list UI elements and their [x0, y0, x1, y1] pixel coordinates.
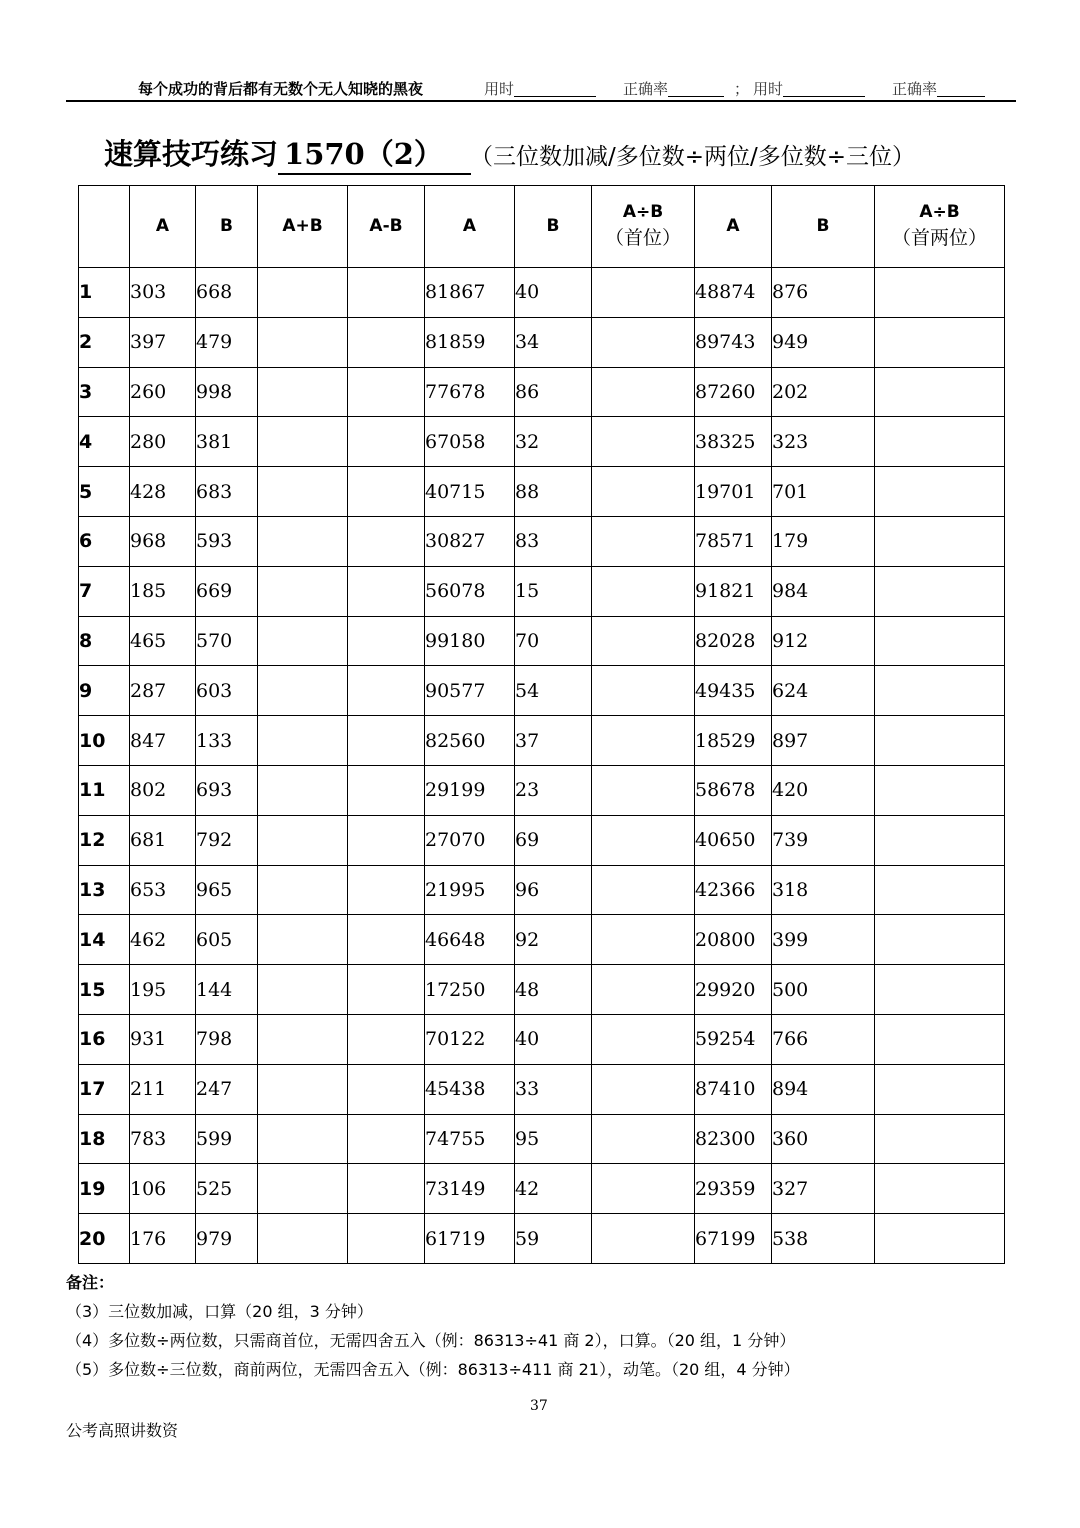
cell-a3: 38325 — [695, 417, 772, 467]
row-index: 18 — [79, 1114, 130, 1164]
cell-a3: 29920 — [695, 965, 772, 1015]
cell-a1: 303 — [130, 268, 196, 318]
cell-b2: 69 — [515, 815, 592, 865]
cell-a3: 91821 — [695, 566, 772, 616]
cell-b2: 40 — [515, 268, 592, 318]
cell-b1: 593 — [196, 516, 258, 566]
answer-diff-cell[interactable] — [348, 516, 425, 566]
answer-sum-cell[interactable] — [258, 1214, 348, 1264]
row-index: 7 — [79, 566, 130, 616]
cell-b1: 998 — [196, 367, 258, 417]
answer-quotient-first-cell[interactable] — [592, 1164, 695, 1214]
cell-a3: 82300 — [695, 1114, 772, 1164]
cell-a1: 465 — [130, 616, 196, 666]
cell-a2: 81859 — [425, 317, 515, 367]
cell-a3: 40650 — [695, 815, 772, 865]
cell-b1: 133 — [196, 716, 258, 766]
answer-quotient-two-cell[interactable] — [875, 1164, 1005, 1214]
answer-quotient-first-cell[interactable] — [592, 815, 695, 865]
row-index: 13 — [79, 865, 130, 915]
cell-b3: 500 — [772, 965, 875, 1015]
answer-diff-cell[interactable] — [348, 566, 425, 616]
cell-a3: 18529 — [695, 716, 772, 766]
title-main: 速算技巧练习 — [104, 137, 279, 171]
cell-b3: 912 — [772, 616, 875, 666]
answer-quotient-two-cell[interactable] — [875, 1114, 1005, 1164]
table-row — [79, 417, 1005, 467]
cell-a3: 82028 — [695, 616, 772, 666]
cell-a1: 106 — [130, 1164, 196, 1214]
answer-sum-cell[interactable] — [258, 1114, 348, 1164]
cell-a3: 58678 — [695, 765, 772, 815]
accuracy-label-2 — [892, 78, 937, 99]
answer-sum-cell[interactable] — [258, 1164, 348, 1214]
page-subtitle: （三位数加减/多位数÷两位/多位数÷三位） — [470, 144, 916, 170]
answer-quotient-first-cell[interactable] — [592, 716, 695, 766]
cell-a3: 42366 — [695, 865, 772, 915]
cell-a1: 211 — [130, 1064, 196, 1114]
cell-b2: 34 — [515, 317, 592, 367]
answer-diff-cell[interactable] — [348, 1114, 425, 1164]
cell-b3: 202 — [772, 367, 875, 417]
answer-quotient-two-cell[interactable] — [875, 666, 1005, 716]
cell-b1: 669 — [196, 566, 258, 616]
answer-sum-cell[interactable] — [258, 666, 348, 716]
notes-label: 备注： — [66, 1273, 115, 1292]
cell-a1: 681 — [130, 815, 196, 865]
cell-b1: 798 — [196, 1014, 258, 1064]
row-index: 14 — [79, 915, 130, 965]
cell-b3: 179 — [772, 516, 875, 566]
cell-b3: 399 — [772, 915, 875, 965]
cell-a2: 45438 — [425, 1064, 515, 1114]
cell-b2: 48 — [515, 965, 592, 1015]
time-blank-2[interactable] — [783, 82, 865, 97]
cell-b3: 420 — [772, 765, 875, 815]
answer-quotient-two-cell[interactable] — [875, 616, 1005, 666]
cell-b3: 984 — [772, 566, 875, 616]
row-index: 2 — [79, 317, 130, 367]
cell-a2: 17250 — [425, 965, 515, 1015]
answer-diff-cell[interactable] — [348, 467, 425, 517]
table-row — [79, 616, 1005, 666]
cell-a3: 59254 — [695, 1014, 772, 1064]
answer-quotient-first-cell[interactable] — [592, 865, 695, 915]
page-number: 37 — [530, 1398, 548, 1414]
answer-diff-cell[interactable] — [348, 1214, 425, 1264]
table-row — [79, 666, 1005, 716]
cell-a2: 67058 — [425, 417, 515, 467]
answer-sum-cell[interactable] — [258, 865, 348, 915]
cell-a3: 29359 — [695, 1164, 772, 1214]
header-quotient-two — [875, 186, 1005, 268]
answer-quotient-first-cell[interactable] — [592, 1114, 695, 1164]
accuracy-label-1-text: 正确率 — [623, 80, 669, 98]
note-line: （5）多位数÷三位数，商前两位，无需四舍五入（例：86313÷411 商 21），动笔。（20 组，4 分钟） — [66, 1360, 800, 1379]
time-label-2 — [753, 78, 783, 99]
cell-a3: 20800 — [695, 915, 772, 965]
answer-diff-cell[interactable] — [348, 417, 425, 467]
header-b1: B — [196, 186, 258, 268]
table-row — [79, 1114, 1005, 1164]
cell-a1: 783 — [130, 1114, 196, 1164]
answer-quotient-first-cell[interactable] — [592, 915, 695, 965]
page-header — [66, 74, 1016, 102]
row-index: 9 — [79, 666, 130, 716]
answer-diff-cell[interactable] — [348, 268, 425, 318]
row-index: 8 — [79, 616, 130, 666]
answer-quotient-first-cell[interactable] — [592, 1014, 695, 1064]
cell-b1: 603 — [196, 666, 258, 716]
answer-quotient-two-cell[interactable] — [875, 915, 1005, 965]
time-blank-1[interactable] — [514, 82, 596, 97]
cell-b1: 247 — [196, 1064, 258, 1114]
answer-diff-cell[interactable] — [348, 915, 425, 965]
cell-b3: 323 — [772, 417, 875, 467]
cell-b3: 318 — [772, 865, 875, 915]
answer-diff-cell[interactable] — [348, 965, 425, 1015]
cell-b1: 599 — [196, 1114, 258, 1164]
cell-b2: 70 — [515, 616, 592, 666]
answer-sum-cell[interactable] — [258, 268, 348, 318]
cell-a1: 176 — [130, 1214, 196, 1264]
cell-b1: 683 — [196, 467, 258, 517]
cell-a3: 49435 — [695, 666, 772, 716]
cell-a2: 82560 — [425, 716, 515, 766]
header-motto: 每个成功的背后都有无数个无人知晓的黑夜 — [138, 80, 424, 98]
note-line: （4）多位数÷两位数，只需商首位，无需四舍五入（例：86313÷41 商 2），口算。（20 组，1 分钟） — [66, 1331, 796, 1350]
cell-a2: 74755 — [425, 1114, 515, 1164]
cell-a1: 280 — [130, 417, 196, 467]
cell-b3: 360 — [772, 1114, 875, 1164]
answer-quotient-two-cell[interactable] — [875, 367, 1005, 417]
header-separator: ； — [734, 80, 750, 98]
cell-a1: 802 — [130, 765, 196, 815]
answer-diff-cell[interactable] — [348, 1064, 425, 1114]
answer-quotient-two-cell[interactable] — [875, 268, 1005, 318]
accuracy-blank-1[interactable] — [668, 82, 724, 97]
cell-a3: 87410 — [695, 1064, 772, 1114]
answer-sum-cell[interactable] — [258, 915, 348, 965]
table-row — [79, 367, 1005, 417]
cell-a1: 968 — [130, 516, 196, 566]
cell-b1: 605 — [196, 915, 258, 965]
answer-sum-cell[interactable] — [258, 516, 348, 566]
table-row — [79, 765, 1005, 815]
table-row — [79, 1014, 1005, 1064]
answer-sum-cell[interactable] — [258, 1064, 348, 1114]
answer-quotient-first-cell[interactable] — [592, 965, 695, 1015]
answer-sum-cell[interactable] — [258, 716, 348, 766]
table-row — [79, 1214, 1005, 1264]
cell-b2: 96 — [515, 865, 592, 915]
time-label-1 — [484, 78, 514, 99]
cell-a3: 78571 — [695, 516, 772, 566]
cell-a2: 40715 — [425, 467, 515, 517]
cell-b2: 59 — [515, 1214, 592, 1264]
header-quotient-first — [592, 186, 695, 268]
answer-diff-cell[interactable] — [348, 716, 425, 766]
answer-quotient-two-cell[interactable] — [875, 1014, 1005, 1064]
table-row — [79, 566, 1005, 616]
cell-b2: 86 — [515, 367, 592, 417]
row-index: 10 — [79, 716, 130, 766]
answer-quotient-two-cell[interactable] — [875, 566, 1005, 616]
row-index: 6 — [79, 516, 130, 566]
answer-quotient-first-cell[interactable] — [592, 467, 695, 517]
answer-quotient-first-cell[interactable] — [592, 1064, 695, 1114]
answer-sum-cell[interactable] — [258, 367, 348, 417]
cell-a2: 81867 — [425, 268, 515, 318]
answer-diff-cell[interactable] — [348, 865, 425, 915]
answer-sum-cell[interactable] — [258, 765, 348, 815]
answer-diff-cell[interactable] — [348, 616, 425, 666]
answer-quotient-two-cell[interactable] — [875, 1064, 1005, 1114]
cell-a3: 87260 — [695, 367, 772, 417]
cell-a1: 428 — [130, 467, 196, 517]
cell-b1: 570 — [196, 616, 258, 666]
header-b2: B — [515, 186, 592, 268]
answer-sum-cell[interactable] — [258, 1014, 348, 1064]
cell-b3: 766 — [772, 1014, 875, 1064]
cell-a2: 61719 — [425, 1214, 515, 1264]
answer-quotient-first-cell[interactable] — [592, 317, 695, 367]
time-label-2-text: 用时 — [753, 80, 784, 98]
answer-sum-cell[interactable] — [258, 815, 348, 865]
cell-a2: 29199 — [425, 765, 515, 815]
accuracy-label-1 — [623, 78, 668, 99]
cell-a3: 48874 — [695, 268, 772, 318]
answer-diff-cell[interactable] — [348, 765, 425, 815]
header-a3: A — [695, 186, 772, 268]
cell-a1: 462 — [130, 915, 196, 965]
answer-quotient-first-cell[interactable] — [592, 566, 695, 616]
cell-a3: 89743 — [695, 317, 772, 367]
row-index: 4 — [79, 417, 130, 467]
accuracy-label-2-text: 正确率 — [892, 80, 938, 98]
row-index: 5 — [79, 467, 130, 517]
cell-a2: 70122 — [425, 1014, 515, 1064]
cell-b3: 897 — [772, 716, 875, 766]
cell-b1: 525 — [196, 1164, 258, 1214]
table-row — [79, 815, 1005, 865]
cell-a1: 287 — [130, 666, 196, 716]
answer-quotient-two-cell[interactable] — [875, 1214, 1005, 1264]
footer-text: 公考高照讲数资 — [66, 1421, 179, 1440]
header-b3: B — [772, 186, 875, 268]
cell-b2: 54 — [515, 666, 592, 716]
cell-b3: 739 — [772, 815, 875, 865]
cell-b1: 144 — [196, 965, 258, 1015]
table-header-row — [79, 186, 1005, 268]
answer-quotient-two-cell[interactable] — [875, 467, 1005, 517]
answer-sum-cell[interactable] — [258, 965, 348, 1015]
cell-a1: 260 — [130, 367, 196, 417]
table-row — [79, 268, 1005, 318]
cell-b2: 23 — [515, 765, 592, 815]
header-a2: A — [425, 186, 515, 268]
cell-a1: 653 — [130, 865, 196, 915]
cell-a2: 27070 — [425, 815, 515, 865]
answer-sum-cell[interactable] — [258, 566, 348, 616]
answer-quotient-two-cell[interactable] — [875, 815, 1005, 865]
cell-b1: 979 — [196, 1214, 258, 1264]
answer-quotient-first-cell[interactable] — [592, 1214, 695, 1264]
cell-b3: 538 — [772, 1214, 875, 1264]
answer-sum-cell[interactable] — [258, 616, 348, 666]
answer-quotient-two-cell[interactable] — [875, 417, 1005, 467]
cell-b2: 40 — [515, 1014, 592, 1064]
cell-b2: 88 — [515, 467, 592, 517]
time-label-1-text: 用时 — [484, 80, 515, 98]
answer-quotient-first-cell[interactable] — [592, 268, 695, 318]
cell-b2: 33 — [515, 1064, 592, 1114]
header-a1: A — [130, 186, 196, 268]
accuracy-blank-2[interactable] — [937, 82, 985, 97]
cell-b2: 92 — [515, 915, 592, 965]
cell-a1: 195 — [130, 965, 196, 1015]
cell-b3: 949 — [772, 317, 875, 367]
answer-quotient-two-cell[interactable] — [875, 516, 1005, 566]
answer-diff-cell[interactable] — [348, 317, 425, 367]
cell-b1: 668 — [196, 268, 258, 318]
table-row — [79, 467, 1005, 517]
answer-quotient-first-cell[interactable] — [592, 666, 695, 716]
cell-b2: 32 — [515, 417, 592, 467]
answer-quotient-two-cell[interactable] — [875, 765, 1005, 815]
answer-diff-cell[interactable] — [348, 666, 425, 716]
title-code: 1570（2） — [278, 132, 471, 175]
cell-a1: 397 — [130, 317, 196, 367]
cell-a3: 19701 — [695, 467, 772, 517]
answer-sum-cell[interactable] — [258, 317, 348, 367]
cell-a1: 847 — [130, 716, 196, 766]
cell-b1: 965 — [196, 865, 258, 915]
row-index: 20 — [79, 1214, 130, 1264]
header-sum: A+B — [258, 186, 348, 268]
answer-quotient-first-cell[interactable] — [592, 516, 695, 566]
cell-b3: 624 — [772, 666, 875, 716]
row-index: 11 — [79, 765, 130, 815]
notes — [66, 1268, 800, 1384]
answer-quotient-two-cell[interactable] — [875, 865, 1005, 915]
answer-quotient-first-cell[interactable] — [592, 765, 695, 815]
cell-a2: 77678 — [425, 367, 515, 417]
cell-a2: 46648 — [425, 915, 515, 965]
cell-b1: 792 — [196, 815, 258, 865]
cell-b3: 327 — [772, 1164, 875, 1214]
cell-b2: 95 — [515, 1114, 592, 1164]
answer-sum-cell[interactable] — [258, 417, 348, 467]
cell-b1: 479 — [196, 317, 258, 367]
cell-a2: 21995 — [425, 865, 515, 915]
cell-b3: 701 — [772, 467, 875, 517]
cell-a2: 99180 — [425, 616, 515, 666]
note-line: （3）三位数加减，口算（20 组，3 分钟） — [66, 1302, 373, 1321]
header-quotient-first-sub: （首位） — [604, 227, 681, 250]
table-row — [79, 965, 1005, 1015]
answer-quotient-first-cell[interactable] — [592, 616, 695, 666]
cell-a2: 90577 — [425, 666, 515, 716]
row-index: 15 — [79, 965, 130, 1015]
answer-diff-cell[interactable] — [348, 1014, 425, 1064]
cell-b2: 42 — [515, 1164, 592, 1214]
cell-a3: 67199 — [695, 1214, 772, 1264]
practice-table — [78, 185, 1005, 1264]
table-row — [79, 317, 1005, 367]
answer-quotient-first-cell[interactable] — [592, 367, 695, 417]
row-index: 3 — [79, 367, 130, 417]
answer-diff-cell[interactable] — [348, 815, 425, 865]
table-body — [79, 268, 1005, 1264]
row-index: 17 — [79, 1064, 130, 1114]
cell-b2: 83 — [515, 516, 592, 566]
answer-quotient-first-cell[interactable] — [592, 417, 695, 467]
cell-a2: 30827 — [425, 516, 515, 566]
answer-quotient-two-cell[interactable] — [875, 317, 1005, 367]
answer-sum-cell[interactable] — [258, 467, 348, 517]
cell-b3: 876 — [772, 268, 875, 318]
answer-quotient-two-cell[interactable] — [875, 716, 1005, 766]
header-quotient-two-sub: （首两位） — [891, 227, 987, 250]
page-title — [104, 132, 471, 175]
header-quotient-first-label: A÷B — [622, 202, 664, 223]
table-row — [79, 516, 1005, 566]
cell-b3: 894 — [772, 1064, 875, 1114]
cell-a1: 185 — [130, 566, 196, 616]
row-index: 1 — [79, 268, 130, 318]
answer-diff-cell[interactable] — [348, 1164, 425, 1214]
row-index: 16 — [79, 1014, 130, 1064]
table-row — [79, 865, 1005, 915]
table-row — [79, 1064, 1005, 1114]
header-diff: A-B — [348, 186, 425, 268]
cell-b2: 15 — [515, 566, 592, 616]
header-index — [79, 186, 130, 268]
answer-diff-cell[interactable] — [348, 367, 425, 417]
table-row — [79, 915, 1005, 965]
row-index: 12 — [79, 815, 130, 865]
cell-a2: 56078 — [425, 566, 515, 616]
cell-b1: 693 — [196, 765, 258, 815]
table-row — [79, 1164, 1005, 1214]
answer-quotient-two-cell[interactable] — [875, 965, 1005, 1015]
row-index: 19 — [79, 1164, 130, 1214]
cell-b2: 37 — [515, 716, 592, 766]
header-quotient-two-label: A÷B — [919, 202, 960, 223]
cell-a1: 931 — [130, 1014, 196, 1064]
cell-a2: 73149 — [425, 1164, 515, 1214]
table-row — [79, 716, 1005, 766]
cell-b1: 381 — [196, 417, 258, 467]
